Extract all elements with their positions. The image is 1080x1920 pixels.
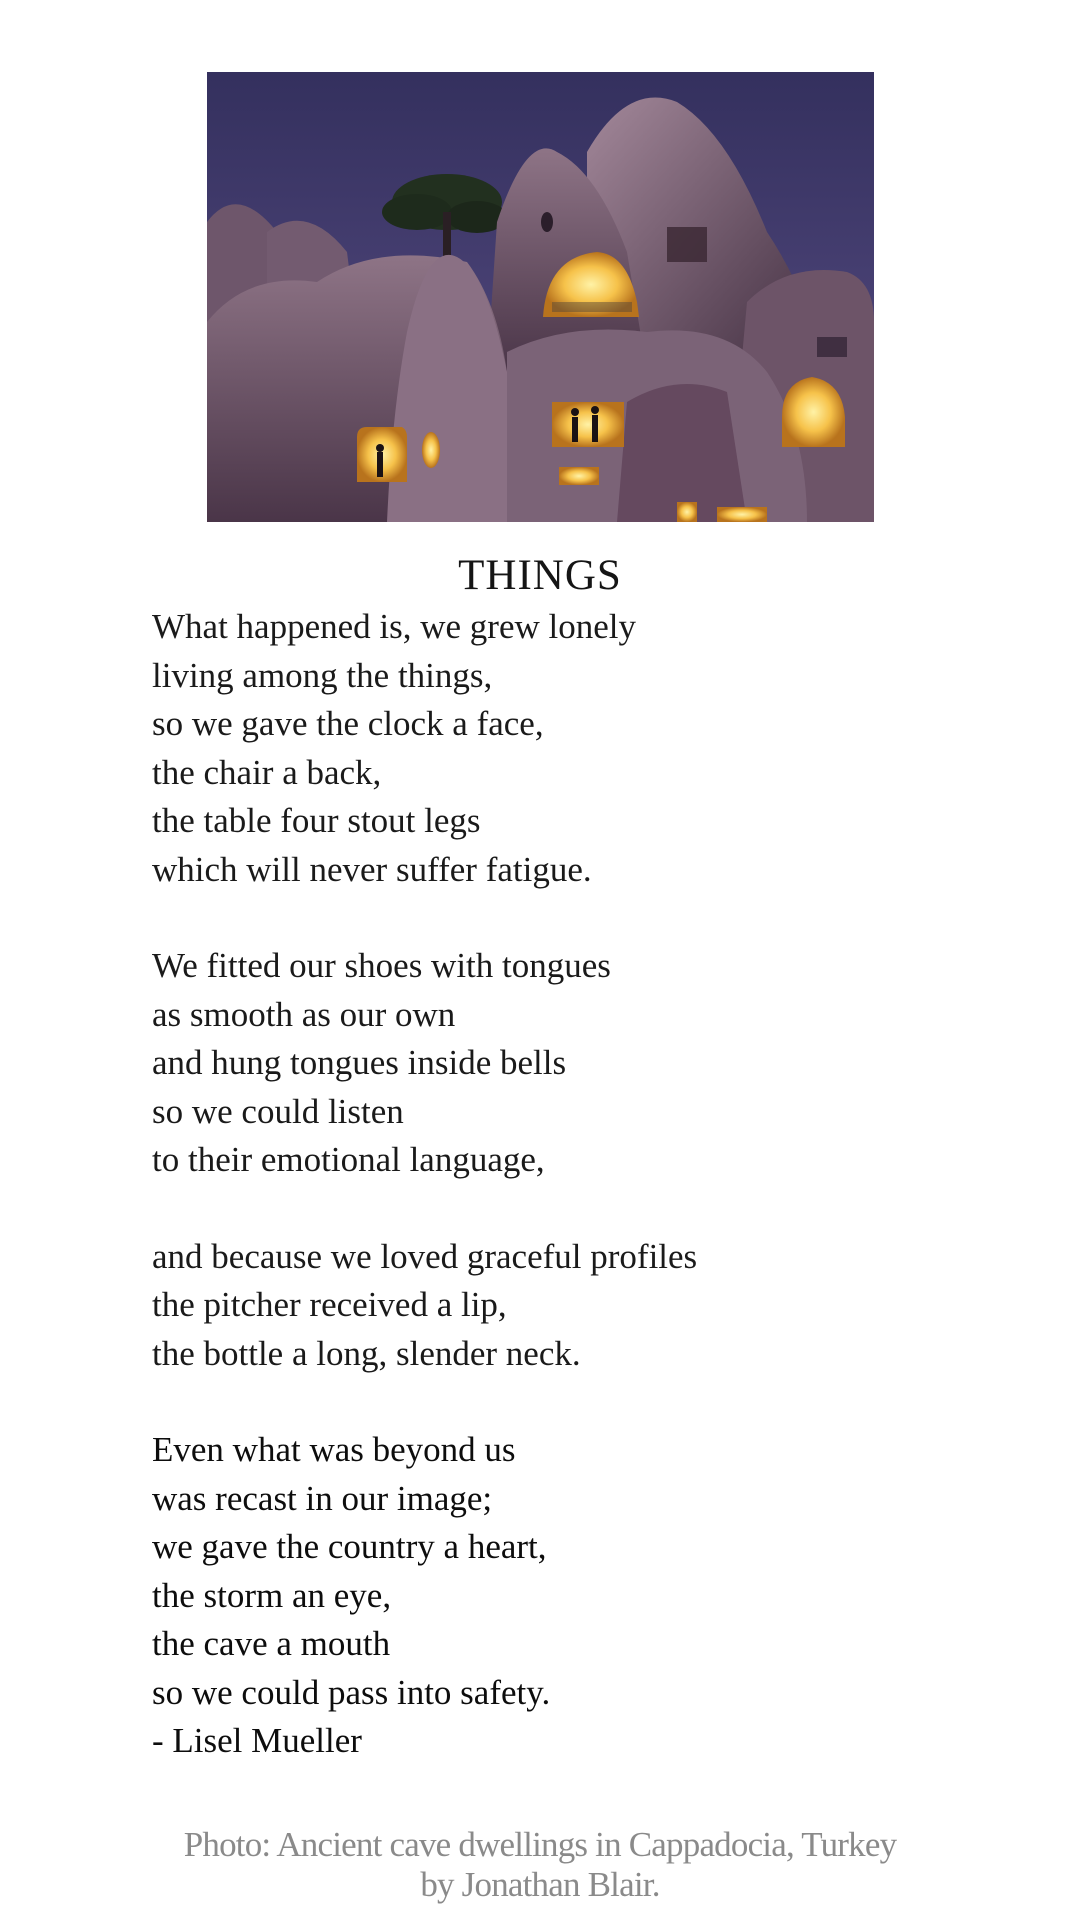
poem-line: the bottle a long, slender neck. xyxy=(152,1333,581,1373)
poem-line: living among the things, xyxy=(152,655,493,695)
poem-line: we gave the country a heart, xyxy=(152,1527,547,1566)
poem-line: the chair a back, xyxy=(152,752,382,792)
poem-line: was recast in our image; xyxy=(152,1478,493,1518)
poem-line: which will never suffer fatigue. xyxy=(152,849,592,889)
poem-line: and because we loved graceful profiles xyxy=(152,1236,698,1276)
poem-line: and hung tongues inside bells xyxy=(152,1043,567,1082)
poem-line: What happened is, we grew lonely xyxy=(152,607,637,646)
stanza-4 xyxy=(152,1426,1012,1766)
caption-line-1: Photo: Ancient cave dwellings in Cappadocia, Turkey xyxy=(183,1825,897,1864)
poem-line: as smooth as our own xyxy=(152,994,456,1034)
poem-line: the cave a mouth xyxy=(152,1624,391,1663)
poem-line: the storm an eye, xyxy=(152,1575,392,1615)
caption-line-2: by Jonathan Blair. xyxy=(420,1865,660,1904)
cave-dwellings-photo xyxy=(207,72,874,522)
poem-line: so we could pass into safety. xyxy=(152,1672,551,1712)
stanza-1 xyxy=(152,603,1012,894)
poem-title: THINGS xyxy=(458,552,622,599)
poem-line: Even what was beyond us xyxy=(152,1430,516,1469)
poem-line: so we could listen xyxy=(152,1091,404,1131)
poem-attribution: - Lisel Mueller xyxy=(152,1721,362,1760)
poem-line: We fitted our shoes with tongues xyxy=(152,946,611,985)
poem-line: so we gave the clock a face, xyxy=(152,704,544,743)
poem-line: the pitcher received a lip, xyxy=(152,1285,507,1324)
poem-body xyxy=(152,603,1012,1766)
poem-line: to their emotional language, xyxy=(152,1140,545,1179)
poem-line: the table four stout legs xyxy=(152,801,481,840)
stanza-2 xyxy=(152,942,1012,1185)
stanza-3 xyxy=(152,1233,1012,1379)
photo-caption xyxy=(0,1825,1080,1905)
